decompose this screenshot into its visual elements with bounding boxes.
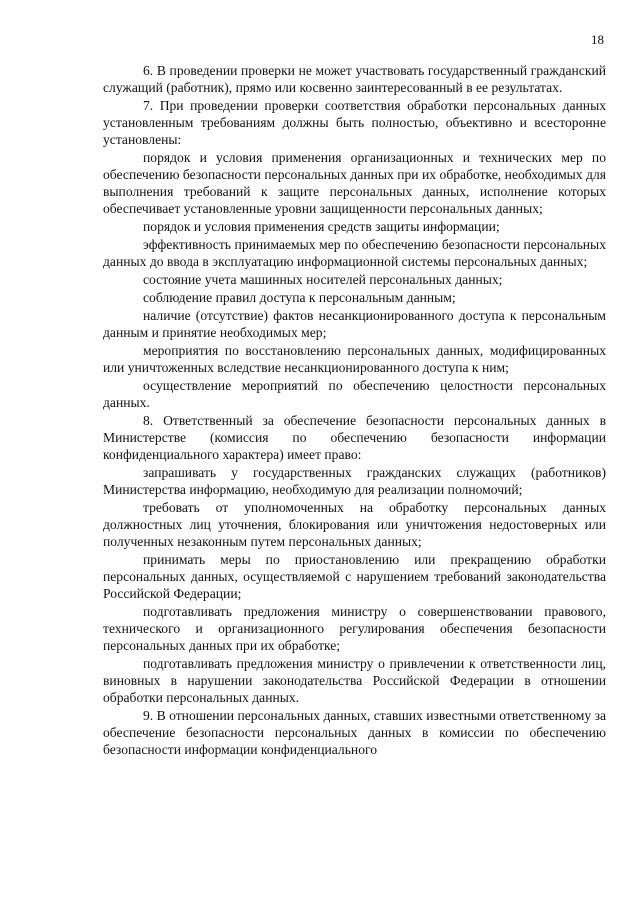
list-item: состояние учета машинных носителей персональных данных;: [143, 272, 503, 287]
paragraph-9: 9. В отношении персональных данных, ставших известными ответственному за обеспечение безопасности персональных данных в комиссии по обеспечению безопасности информации конфиденциального: [103, 708, 606, 757]
list-item: наличие (отсутствие) фактов несанкционированного доступа к персональным данным и принятие необходимых мер;: [103, 308, 606, 340]
paragraph-8: 8. Ответственный за обеспечение безопасности персональных данных в Министерстве (комиссия по обеспечению безопасности информации конфиденциального характера) имеет право:: [103, 413, 606, 462]
list-item: порядок и условия применения организационных и технических мер по обеспечению безопасности персональных данных при их обработке, необходимых для выполнения требований к защите персональных данных, исполнение которых обеспечивает установленные уровни защищенности персональных данных;: [103, 150, 606, 216]
document-body: [103, 62, 606, 758]
list-item: подготавливать предложения министру о привлечении к ответственности лиц, виновных в нарушении законодательства Российской Федерации в отношении обработки персональных данных.: [103, 656, 606, 705]
page-number: 18: [591, 32, 604, 47]
list-item: мероприятия по восстановлению персональных данных, модифицированных или уничтоженных вследствие несанкционированного доступа к ним;: [103, 343, 606, 375]
list-item: принимать меры по приостановлению или прекращению обработки персональных данных, осуществляемой с нарушением требований законодательства Российской Федерации;: [103, 552, 606, 601]
list-item: эффективность принимаемых мер по обеспечению безопасности персональных данных до ввода в эксплуатацию информационной системы персональных данных;: [103, 237, 606, 269]
list-item: соблюдение правил доступа к персональным данным;: [143, 290, 456, 305]
list-item: порядок и условия применения средств защиты информации;: [143, 219, 500, 234]
paragraph-6: 6. В проведении проверки не может участвовать государственный гражданский служащий (работник), прямо или косвенно заинтересованный в ее результатах.: [103, 63, 606, 95]
list-item: подготавливать предложения министру о совершенствовании правового, технического и организационного регулирования обеспечения безопасности персональных данных при их обработке;: [103, 604, 606, 653]
list-item: требовать от уполномоченных на обработку персональных данных должностных лиц уточнения, блокирования или уничтожения недостоверных или полученных незаконным путем персональных данных;: [103, 500, 606, 549]
list-item: запрашивать у государственных гражданских служащих (работников) Министерства информацию, необходимую для реализации полномочий;: [103, 465, 606, 497]
list-item: осуществление мероприятий по обеспечению целостности персональных данных.: [103, 378, 606, 410]
paragraph-7: 7. При проведении проверки соответствия обработки персональных данных установленным требованиям должны быть полностью, объективно и всесторонне установлены:: [103, 98, 606, 147]
